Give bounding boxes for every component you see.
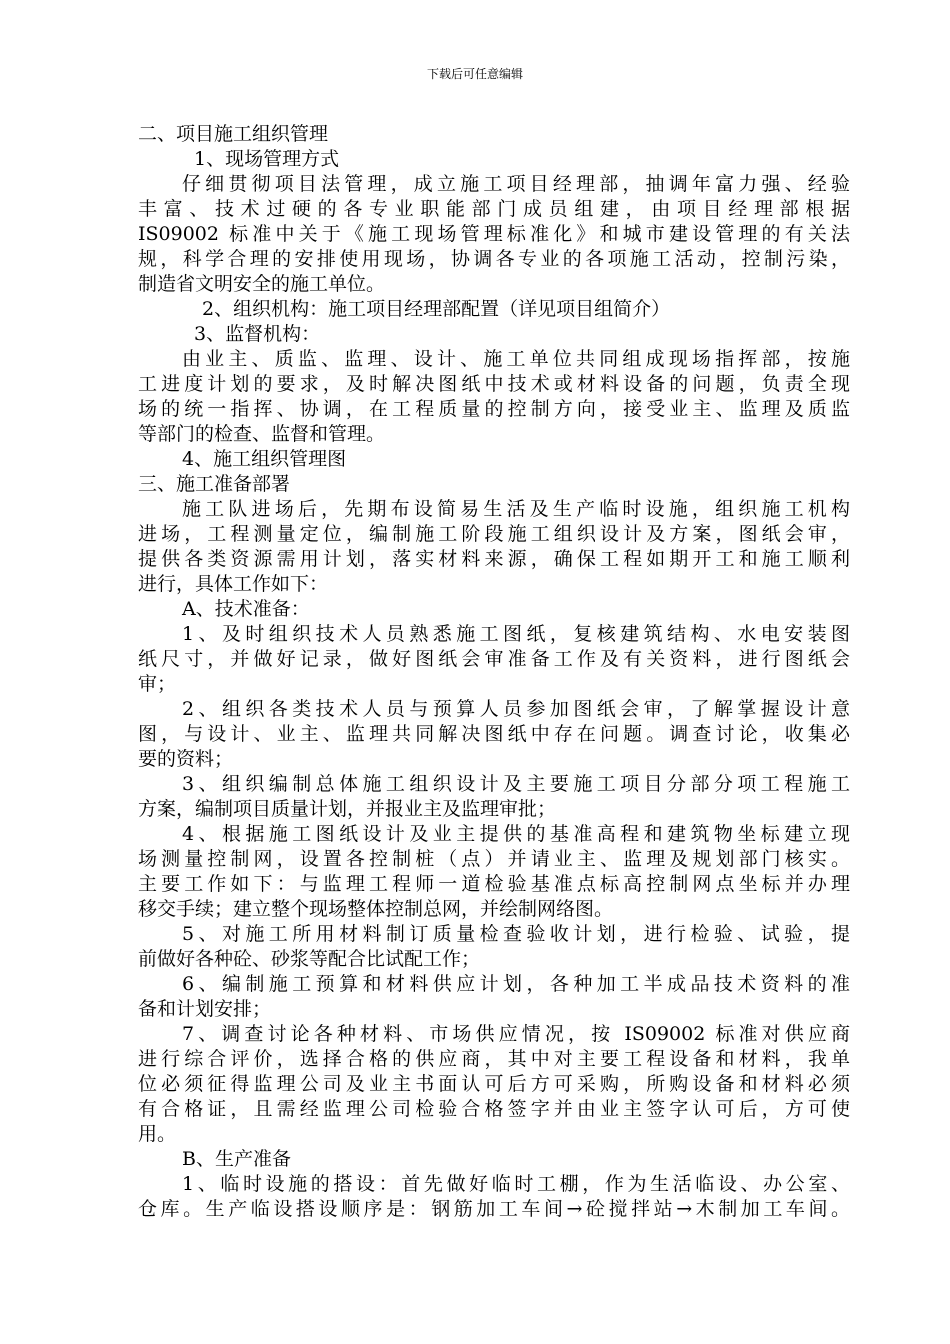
text-line: 纸尺寸，并做好记录，做好图纸会审准备工作及有关资料，进行图纸会 (138, 648, 850, 670)
text-line: 1、临时设施的搭设：首先做好临时工棚，作为生活临设、办公室、 (182, 1173, 850, 1195)
text-line: 2、组织机构：施工项目经理部配置（详见项目组简介） (202, 298, 671, 320)
text-line: 进行，具体工作如下： (138, 573, 329, 595)
text-line: 进场，工程测量定位，编制施工阶段施工组织设计及方案，图纸会审， (138, 523, 850, 545)
text-line: 4、根据施工图纸设计及业主提供的基准高程和建筑物坐标建立现 (182, 823, 850, 845)
text-line: 3、组织编制总体施工组织设计及主要施工项目分部分项工程施工 (182, 773, 850, 795)
text-line: A、技术准备： (182, 598, 310, 620)
text-line: 2、组织各类技术人员与预算人员参加图纸会审，了解掌握设计意 (182, 698, 850, 720)
text-line: 由业主、质监、监理、设计、施工单位共同组成现场指挥部，按施 (182, 348, 850, 370)
text-line: 进行综合评价，选择合格的供应商，其中对主要工程设备和材料，我单 (138, 1048, 850, 1070)
text-line: 场的统一指挥、协调，在工程质量的控制方向，接受业主、监理及质监 (138, 398, 850, 420)
text-line: 3、监督机构： (194, 323, 321, 345)
text-line: 规，科学合理的安排使用现场，协调各专业的各项施工活动，控制污染， (138, 248, 850, 270)
text-line: 主要工作如下：与监理工程师一道检验基准点标高控制网点坐标并办理 (138, 873, 850, 895)
text-line: 有合格证，且需经监理公司检验合格签字并由业主签字认可后，方可使 (138, 1098, 850, 1120)
text-line: 位必须征得监理公司及业主书面认可后方可采购，所购设备和材料必须 (138, 1073, 850, 1095)
text-line: 制造省文明安全的施工单位。 (138, 273, 386, 295)
text-line: 备和计划安排； (138, 998, 272, 1020)
text-line: 工进度计划的要求，及时解决图纸中技术或材料设备的问题，负责全现 (138, 373, 850, 395)
text-line: 1、现场管理方式 (194, 148, 340, 170)
text-line: B、生产准备 (182, 1148, 291, 1170)
text-line: 仓库。生产临设搭设顺序是：钢筋加工车间→砼搅拌站→木制加工车间。 (138, 1198, 850, 1220)
text-line: 提供各类资源需用计划，落实材料来源，确保工程如期开工和施工顺利 (138, 548, 850, 570)
text-line: IS09002 标准中关于《施工现场管理标准化》和城市建设管理的有关法 (138, 223, 850, 245)
text-line: 7、调查讨论各种材料、市场供应情况，按 IS09002 标准对供应商 (182, 1023, 850, 1045)
text-line: 前做好各种砼、砂浆等配合比试配工作； (138, 948, 481, 970)
text-line: 要的资料； (138, 748, 234, 770)
text-line: 用。 (138, 1123, 177, 1145)
text-line: 二、项目施工组织管理 (138, 123, 329, 145)
text-line: 场测量控制网，设置各控制桩（点）并请业主、监理及规划部门核实。 (138, 848, 850, 870)
text-line: 方案，编制项目质量计划，并报业主及监理审批； (138, 798, 557, 820)
text-line: 施工队进场后，先期布设简易生活及生产临时设施，组织施工机构 (182, 498, 850, 520)
text-line: 6、编制施工预算和材料供应计划，各种加工半成品技术资料的准 (182, 973, 850, 995)
text-line: 图，与设计、业主、监理共同解决图纸中存在问题。调查讨论，收集必 (138, 723, 850, 745)
text-line: 1、及时组织技术人员熟悉施工图纸，复核建筑结构、水电安装图 (182, 623, 850, 645)
text-line: 移交手续；建立整个现场整体控制总网，并绘制网络图。 (138, 898, 614, 920)
text-line: 等部门的检查、监督和管理。 (138, 423, 386, 445)
page-header-note: 下载后可任意编辑 (426, 67, 523, 81)
text-line: 丰富、技术过硬的各专业职能部门成员组建，由项目经理部根据 (138, 198, 850, 220)
text-line: 三、施工准备部署 (138, 473, 291, 495)
text-line: 4、施工组织管理图 (182, 448, 347, 470)
document-body (138, 122, 850, 1222)
text-line: 仔细贯彻项目法管理，成立施工项目经理部，抽调年富力强、经验 (182, 173, 850, 195)
text-line: 5、对施工所用材料制订质量检查验收计划，进行检验、试验，提 (182, 923, 850, 945)
text-line: 审； (138, 673, 177, 695)
